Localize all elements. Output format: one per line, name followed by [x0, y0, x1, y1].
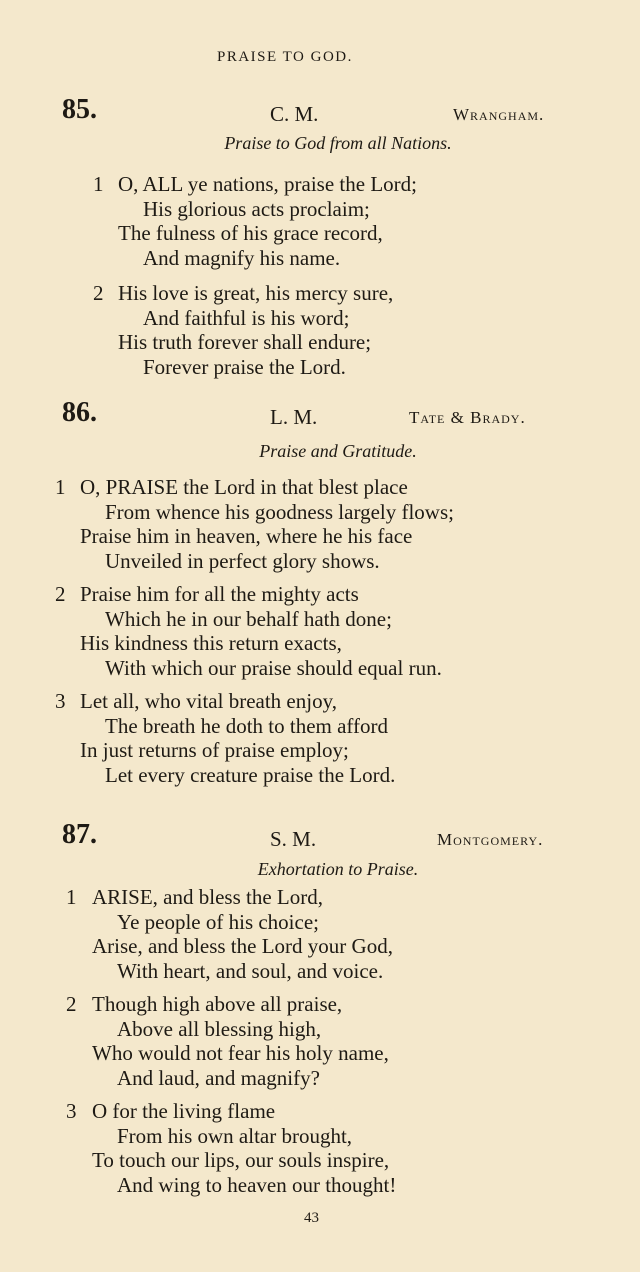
verse-line: His truth forever shall endure; — [118, 330, 372, 355]
page-number: 43 — [304, 1210, 319, 1226]
hymn-meter: L. M. — [270, 405, 318, 429]
hymn-number: 85. — [62, 94, 97, 125]
hymn-number: 87. — [62, 819, 97, 850]
verse-line: Above all blessing high, — [117, 1016, 322, 1041]
hymn-author: Tate & Brady. — [409, 408, 526, 427]
verse-line: O for the living flame — [92, 1099, 276, 1123]
verse-number: 1 — [66, 885, 77, 909]
verse-number: 3 — [66, 1099, 77, 1123]
verse-line: And wing to heaven our thought! — [117, 1173, 397, 1198]
verse-line: And laud, and magnify? — [117, 1066, 320, 1091]
hymn-author: Wrangham. — [453, 105, 545, 124]
verse-line: O, PRAISE the Lord in that blest place — [80, 475, 408, 499]
verse-number: 2 — [66, 992, 77, 1016]
verse-number: 3 — [55, 689, 66, 713]
verse-line: His glorious acts proclaim; — [143, 196, 370, 221]
verse-line: Arise, and bless the Lord your God, — [92, 934, 393, 959]
verse-line: Which he in our behalf hath done; — [105, 606, 392, 631]
verse-line: O, ALL ye nations, praise the Lord; — [118, 172, 417, 196]
verse-number: 2 — [55, 582, 66, 606]
verse-line: Let every creature praise the Lord. — [105, 763, 396, 788]
hymn-meter: S. M. — [270, 827, 317, 851]
verse-line: Praise him for all the mighty acts — [80, 582, 359, 606]
verse-line: To touch our lips, our souls inspire, — [92, 1148, 390, 1173]
verse-line: And magnify his name. — [143, 246, 341, 271]
verse-line: The fulness of his grace record, — [118, 221, 383, 246]
verse-line: Let all, who vital breath enjoy, — [80, 689, 337, 713]
verse-number: 1 — [55, 475, 66, 499]
hymn-title: Praise to God from all Nations. — [224, 133, 452, 153]
verse-line: Though high above all praise, — [92, 992, 343, 1016]
verse-line: Ye people of his choice; — [117, 909, 319, 934]
hymn-meter: C. M. — [270, 102, 319, 126]
verse-line: Praise him in heaven, where he his face — [80, 524, 413, 549]
verse-line: Forever praise the Lord. — [143, 355, 346, 380]
verse-line: And faithful is his word; — [143, 305, 350, 330]
verse-line: In just returns of praise employ; — [80, 738, 349, 763]
verse-line: Unveiled in perfect glory shows. — [105, 549, 380, 574]
verse-number: 2 — [93, 281, 104, 305]
hymn-number: 86. — [62, 397, 97, 428]
hymn-title: Exhortation to Praise. — [257, 859, 419, 879]
verse-number: 1 — [93, 172, 104, 196]
verse-line: Who would not fear his holy name, — [92, 1041, 389, 1066]
verse-line: The breath he doth to them afford — [105, 713, 389, 738]
verse-line: His kindness this return exacts, — [80, 631, 342, 656]
running-head: PRAISE TO GOD. — [217, 49, 353, 65]
verse-line: With which our praise should equal run. — [105, 656, 442, 681]
hymn-author: Montgomery. — [437, 830, 544, 849]
hymn-title: Praise and Gratitude. — [259, 441, 417, 461]
verse-line: ARISE, and bless the Lord, — [92, 885, 323, 909]
verse-line: With heart, and soul, and voice. — [117, 959, 384, 984]
verse-line: From whence his goodness largely flows; — [105, 499, 454, 524]
verse-line: From his own altar brought, — [117, 1123, 353, 1148]
verse-line: His love is great, his mercy sure, — [118, 281, 394, 305]
